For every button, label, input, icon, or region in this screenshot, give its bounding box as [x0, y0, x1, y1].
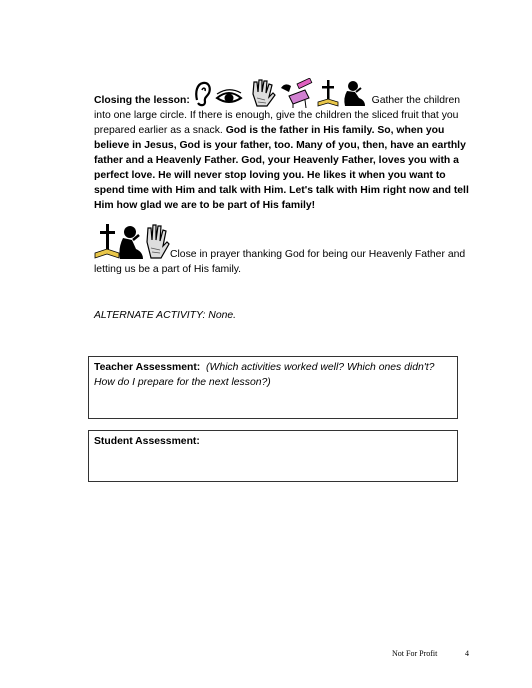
student-assessment-label: Student Assessment: — [94, 436, 200, 447]
eye-icon — [217, 90, 241, 103]
closing-bold-text: God is the father in His family. So, when you believe in Jesus, God is your father, too. Many of you, then, have an earthly father and a Heavenly Father. God, your Heavenly Father, loves you with a perfect love. He will never stop loving you. He likes it when you want to spend time with Him and talk with Him. Let's talk with Him right now and tell Him how glad we are to be part of His family! — [94, 125, 469, 211]
cross-bible-icon — [318, 80, 338, 106]
teacher-assessment-label: Teacher Assessment: — [94, 362, 201, 373]
craft-icon — [281, 78, 312, 108]
page-number: 4 — [465, 649, 469, 658]
hand-icon — [253, 80, 275, 106]
prayer-paragraph — [94, 222, 476, 277]
prayer-text: Close in prayer thanking God for being our Heavenly Father and letting us be a part of His family. — [94, 249, 466, 275]
activity-icons — [193, 78, 369, 108]
teacher-assessment-box[interactable] — [88, 356, 458, 419]
alternate-activity: ALTERNATE ACTIVITY: None. — [94, 310, 237, 321]
closing-heading: Closing the lesson: — [94, 95, 190, 106]
prayer-icons — [94, 222, 170, 262]
student-assessment-box[interactable] — [88, 430, 458, 482]
ear-icon — [196, 83, 210, 105]
praying-child-icon — [344, 81, 365, 106]
praying-child-icon — [119, 226, 143, 259]
cross-bible-icon — [95, 224, 119, 258]
closing-paragraph — [94, 78, 476, 213]
hand-icon — [147, 225, 169, 258]
footer-note: Not For Profit — [392, 649, 438, 658]
teacher-assessment-prompt: (Which activities worked well? Which ones didn't? How do I prepare for the next lesson?) — [94, 362, 435, 388]
closing-lead: Gather the children into one large circle. If there is enough, give the children the sliced fruit that you prepared earlier as a snack. — [94, 95, 460, 136]
